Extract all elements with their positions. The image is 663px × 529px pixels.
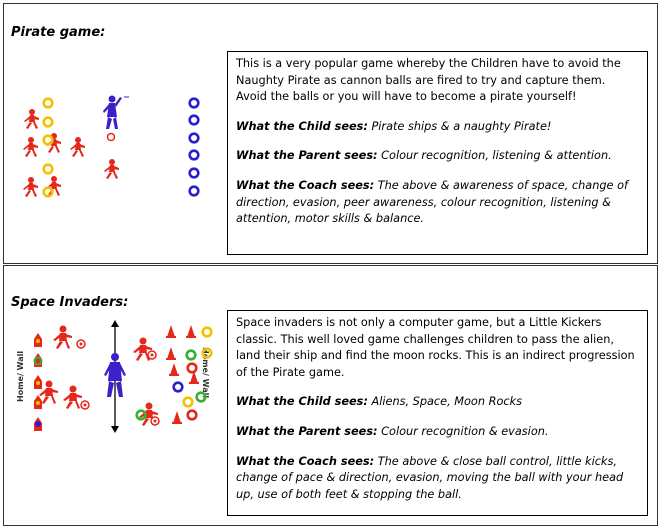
parent-sees-label: What the Parent sees: xyxy=(236,149,378,163)
home-wall-label-left: Home/ Wall xyxy=(16,350,25,402)
coach-sees-label: What the Coach sees: xyxy=(236,178,375,192)
rocket-icon xyxy=(34,417,42,431)
ball-icon xyxy=(148,351,156,359)
blue-ring-icon xyxy=(190,151,199,160)
coach-sees-value: The above & close ball control, little kicks, change of pace & direction, evasion, moving the ball with your head up, use of both feet & stopping the ball. xyxy=(236,454,624,501)
rocket-icon xyxy=(34,395,42,409)
blue-ring-icon xyxy=(190,169,199,178)
yellow-ring-icon xyxy=(44,165,53,174)
parent-sees-label: What the Parent sees: xyxy=(236,424,378,438)
space-invaders-title: Space Invaders: xyxy=(11,295,129,310)
space-description-box xyxy=(227,310,648,516)
coach-sees-label: What the Coach sees: xyxy=(236,454,375,468)
cone-icon xyxy=(166,347,176,360)
player-figure xyxy=(70,137,85,157)
green-ring-icon xyxy=(197,393,206,402)
space-invaders-section xyxy=(3,265,658,526)
pirate-game-illustration xyxy=(14,89,214,199)
player-figure xyxy=(24,109,39,129)
home-wall-label-right: Home/ Wall xyxy=(201,347,210,399)
pirate-figure xyxy=(103,96,122,130)
cone-icon xyxy=(169,363,179,376)
child-sees-value: Pirate ships & a naughty Pirate! xyxy=(371,119,552,133)
rocket-icon xyxy=(34,333,42,347)
parent-sees-value: Colour recognition, listening & attention. xyxy=(381,149,612,163)
child-sees-label: What the Child sees: xyxy=(236,395,368,409)
yellow-ring-icon xyxy=(44,136,53,145)
pirate-game-section xyxy=(3,3,658,264)
rocket-icon xyxy=(34,353,42,367)
rocket-icon xyxy=(34,375,42,389)
blue-ring-icon xyxy=(190,116,199,125)
space-intro: Space invaders is not only a computer game, but a Little Kickers classic. This well loved game challenges children to pass the alien, land their ship and find the moon rocks. This is an indirect progression of the Pirate game. xyxy=(236,316,635,379)
player-figure xyxy=(53,326,72,350)
player-figure xyxy=(23,177,38,197)
yellow-ring-icon xyxy=(44,118,53,127)
red-ring-icon xyxy=(188,364,197,373)
player-figure xyxy=(23,137,38,157)
cone-icon xyxy=(172,411,182,424)
ball-icon xyxy=(108,134,115,141)
child-sees-label: What the Child sees: xyxy=(236,119,368,133)
ball-icon xyxy=(81,401,89,409)
yellow-ring-icon xyxy=(44,99,53,108)
parent-sees-value: Colour recognition & evasion. xyxy=(381,424,549,438)
yellow-ring-icon xyxy=(203,328,212,337)
cone-icon xyxy=(166,325,176,338)
green-ring-icon xyxy=(187,351,196,360)
pirate-game-title: Pirate game: xyxy=(11,25,106,40)
player-figure xyxy=(104,159,119,179)
player-figure xyxy=(63,386,82,410)
pirate-description-box xyxy=(227,51,648,255)
green-ring-icon xyxy=(137,411,146,420)
ball-icon xyxy=(77,340,85,348)
child-sees-value: Aliens, Space, Moon Rocks xyxy=(371,395,522,409)
pirate-intro: This is a very popular game whereby the Children have to avoid the Naughty Pirate as cannon balls are fired to try and capture them. Avoid the balls or you will have to become a pirate yourself! xyxy=(236,57,621,104)
yellow-ring-icon xyxy=(44,188,53,197)
blue-ring-icon xyxy=(190,187,199,196)
blue-ring-icon xyxy=(190,99,199,108)
blue-ring-icon xyxy=(190,134,199,143)
ball-icon xyxy=(151,417,159,425)
space-invaders-illustration xyxy=(11,317,216,437)
coach-sees-value: The above & awareness of space, change of direction, evasion, peer awareness, colour recognition, listening & attention, motor skills & balance. xyxy=(236,178,628,226)
red-ring-icon xyxy=(188,411,197,420)
cone-icon xyxy=(186,325,196,338)
blue-ring-icon xyxy=(174,383,183,392)
yellow-ring-icon xyxy=(184,398,193,407)
